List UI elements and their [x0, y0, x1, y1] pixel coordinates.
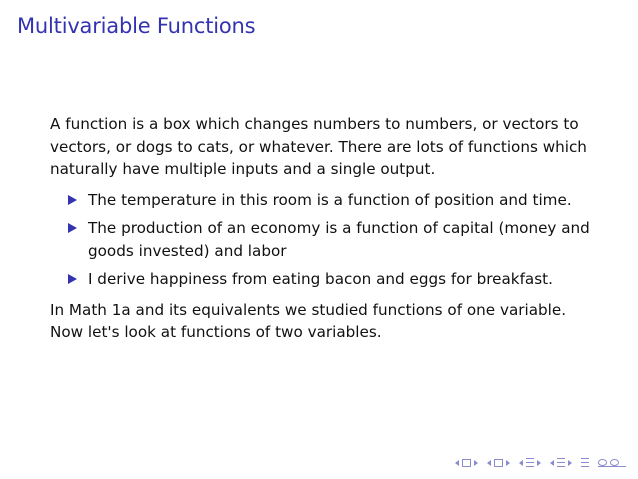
outline-icon[interactable] — [581, 458, 589, 467]
next-subsection-icon[interactable] — [537, 460, 541, 466]
triangle-bullet-icon — [68, 195, 77, 205]
list-item-text: The temperature in this room is a function of position and time. — [88, 190, 572, 209]
search-icon[interactable] — [598, 459, 626, 467]
prev-section-icon[interactable] — [550, 460, 554, 466]
triangle-bullet-icon — [68, 223, 77, 233]
slide-body — [50, 113, 595, 344]
navigation-bar — [455, 458, 626, 467]
closing-paragraph: In Math 1a and its equivalents we studied functions of one variable. Now let's look at functions of two variables. — [50, 300, 567, 341]
subsection-nav-group — [519, 458, 541, 467]
prev-slide-icon[interactable] — [455, 460, 459, 466]
frame-icon — [494, 459, 503, 467]
list-item — [50, 189, 595, 212]
prev-frame-icon[interactable] — [487, 460, 491, 466]
slide-nav-group — [455, 459, 478, 467]
intro-paragraph: A function is a box which changes numbers to numbers, or vectors to vectors, or dogs to cats, or whatever. There are lots of functions which naturally have multiple inputs and a single output. — [50, 115, 587, 178]
next-slide-icon[interactable] — [474, 460, 478, 466]
list-item — [50, 217, 595, 262]
list-item-text: I derive happiness from eating bacon and eggs for breakfast. — [88, 270, 553, 288]
prev-subsection-icon[interactable] — [519, 460, 523, 466]
slide-icon — [462, 459, 471, 467]
next-frame-icon[interactable] — [506, 460, 510, 466]
frame-title: Multivariable Functions — [17, 14, 256, 38]
frame-nav-group — [487, 459, 510, 467]
list-item — [50, 268, 595, 291]
triangle-bullet-icon — [68, 274, 77, 284]
list-item-text: The production of an economy is a function of capital (money and goods invested) and labor — [88, 219, 590, 260]
section-icon — [557, 458, 565, 467]
section-nav-group — [550, 458, 572, 467]
subsection-icon — [526, 458, 534, 467]
next-section-icon[interactable] — [568, 460, 572, 466]
bullet-list — [50, 189, 595, 291]
